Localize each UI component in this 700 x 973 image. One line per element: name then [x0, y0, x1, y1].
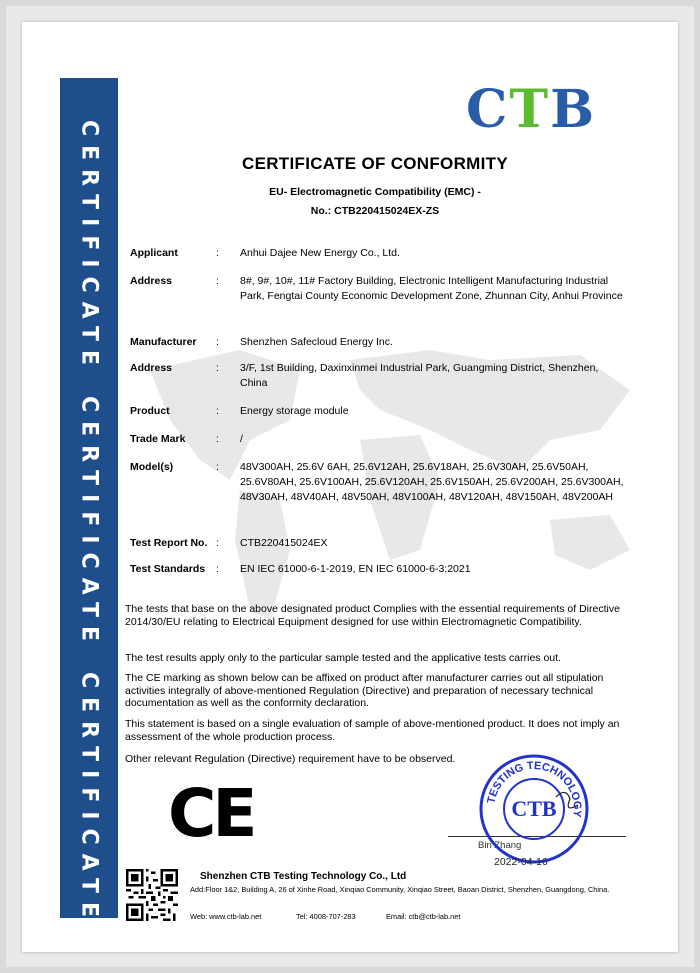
- field-value: Shenzhen Safecloud Energy Inc.: [240, 336, 393, 348]
- field-colon: :: [216, 275, 219, 287]
- statement-paragraph: The tests that base on the above designated product Complies with the essential requirements of Directive 2014/30/EU relating to Electrical Equipment designed for use within Electromagnetic Compatibility.: [125, 603, 620, 628]
- issue-date: 2022-04-16: [494, 856, 548, 868]
- stamp-center-text: CTB: [511, 796, 557, 821]
- field-label: Product: [130, 405, 170, 417]
- field-value: CTB220415024EX: [240, 537, 328, 549]
- field-label: Address: [130, 362, 173, 374]
- field-value: 48V300AH, 25.6V 6AH, 25.6V12AH, 25.6V18AH, 25.6V30AH, 25.6V50AH, 25.6V80AH, 25.6V100AH, 25.6V120AH, 25.6V150AH, 25.6V200AH, 25.6V300AH, 48V30AH, 48V40AH, 48V50AH, 48V100AH, 48V120AH, 48V150AH, 48V200AH: [240, 461, 624, 503]
- field-colon: :: [216, 433, 219, 445]
- footer-tel: Tel: 4008-707-283: [296, 912, 356, 921]
- diamond-icon: [85, 380, 93, 388]
- field-label: Applicant: [130, 247, 178, 259]
- field-value: EN IEC 61000-6-1-2019, EN IEC 61000-6-3:2021: [240, 563, 471, 575]
- field-colon: :: [216, 563, 219, 575]
- ctb-logo: CTB: [466, 79, 597, 140]
- side-banner-word-3: CERTIFICATE: [76, 672, 102, 927]
- footer-address: Add:Floor 1&2, Building A, 26 of Xinhe Road, Xinqiao Community, Xinqiao Street, Baoan District, Shenzhen, Guangdong, China.: [190, 885, 610, 894]
- field-value: Anhui Dajee New Energy Co., Ltd.: [240, 247, 400, 259]
- footer-company: Shenzhen CTB Testing Technology Co., Ltd: [200, 871, 407, 882]
- ce-mark: CE: [168, 775, 254, 852]
- field-colon: :: [216, 461, 219, 473]
- field-colon: :: [216, 336, 219, 348]
- field-colon: :: [216, 362, 219, 374]
- qr-code-icon: [126, 869, 178, 921]
- side-banner: [60, 78, 118, 927]
- certificate-title: CERTIFICATE OF CONFORMITY: [242, 154, 508, 173]
- field-value: 3/F, 1st Building, Daxinxinmei Industrial Park, Guangming District, Shenzhen, China: [240, 362, 599, 389]
- side-banner-word-1: CERTIFICATE: [76, 120, 102, 375]
- certificate-subtitle: EU- Electromagnetic Compatibility (EMC) -: [269, 186, 481, 198]
- statement-paragraph: The test results apply only to the particular sample tested and the applicative tests carries out.: [125, 652, 561, 664]
- field-colon: :: [216, 247, 219, 259]
- field-value: 8#, 9#, 10#, 11# Factory Building, Electronic Intelligent Manufacturing Industrial Park, Fengtai County Economic Development Zone, Zhunnan City, Anhui Province: [240, 275, 623, 302]
- field-value: Energy storage module: [240, 405, 349, 417]
- statement-paragraph: The CE marking as shown below can be affixed on product after manufacturer carries out all stipulation activities integrally of above-mentioned Regulation (Directive) and preparation of necessary technical documentation as well as the conformity declaration.: [125, 672, 604, 709]
- field-colon: :: [216, 405, 219, 417]
- field-label: Test Report No.: [130, 537, 208, 549]
- field-label: Test Standards: [130, 563, 206, 575]
- statement-paragraph: This statement is based on a single evaluation of sample of above-mentioned product. It does not imply an assessment of the whole production process.: [125, 718, 620, 743]
- diamond-icon: [85, 656, 93, 664]
- ctb-stamp-seal: [478, 753, 590, 865]
- field-colon: :: [216, 537, 219, 549]
- field-value: /: [240, 433, 243, 445]
- footer-email: Email: ctb@ctb-lab.net: [386, 912, 461, 921]
- field-label: Trade Mark: [130, 433, 186, 445]
- side-banner-word-2: CERTIFICATE: [76, 396, 102, 651]
- certificate-number: No.: CTB220415024EX-ZS: [310, 205, 440, 217]
- field-label: Manufacturer: [130, 336, 197, 348]
- field-label: Address: [130, 275, 173, 287]
- stamp-ring-text: TESTING TECHNOLOGY: [485, 759, 584, 818]
- field-label: Model(s): [130, 461, 174, 473]
- statement-paragraph: Other relevant Regulation (Directive) requirement have to be observed.: [125, 753, 456, 765]
- signature-name: Bin Zhang: [478, 840, 522, 851]
- footer-web: Web: www.ctb-lab.net: [190, 912, 262, 921]
